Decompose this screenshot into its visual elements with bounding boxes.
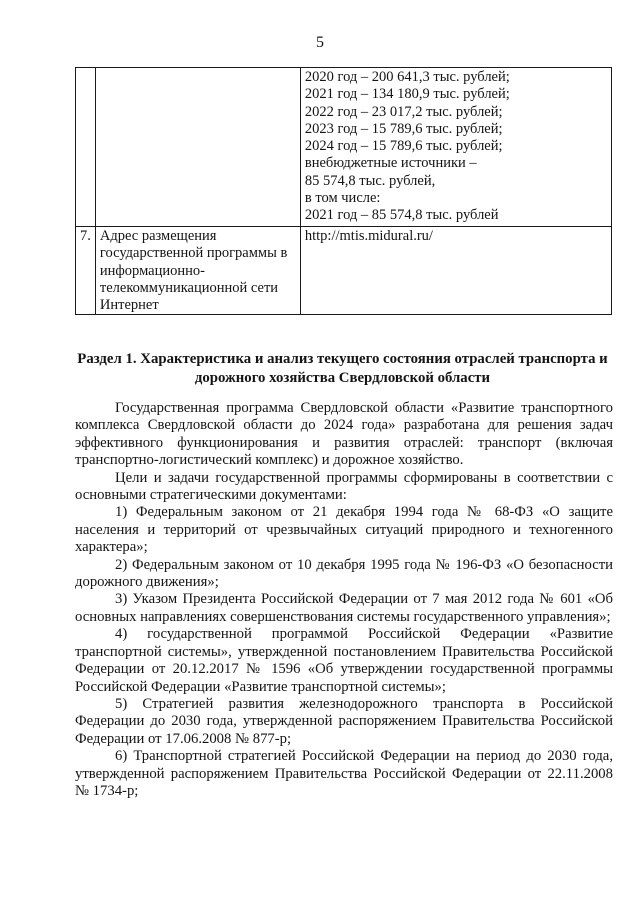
list-item: 3) Указом Президента Российской Федерации от 7 мая 2012 года № 601 «Об основных направлениях совершенствования системы государственного управления»; bbox=[75, 591, 613, 625]
body-text bbox=[75, 400, 613, 800]
list-item: 6) Транспортной стратегией Российской Федерации на период до 2030 года, утвержденной распоряжением Правительства Российской Федерации от 22.11.2008 № 1734-р; bbox=[75, 748, 613, 799]
funding-line: 2020 год – 200 641,3 тыс. рублей; bbox=[304, 69, 510, 85]
page-number: 5 bbox=[316, 34, 324, 51]
funding-line: внебюджетные источники – bbox=[304, 155, 477, 172]
funding-line: 2023 год – 15 789,6 тыс. рублей; bbox=[304, 120, 503, 137]
funding-line: 2024 год – 15 789,6 тыс. рублей; bbox=[304, 138, 503, 155]
list-item: 5) Стратегией развития железнодорожного транспорта в Российской Федерации до 2030 года, утвержденной распоряжением Правительства Российской Федерации от 17.06.2008 № 877-р; bbox=[75, 695, 613, 747]
row-number-cell bbox=[76, 68, 96, 227]
paragraph: Цели и задачи государственной программы сформированы в соответствии с основными стратегическими документами: bbox=[75, 469, 613, 504]
list-item: 4) государственной программой Российской Федерации «Развитие транспортной системы», утвержденной постановлением Правительства Российской Федерации от 20.12.2017 № 1596 «Об утверждении государственной программы Российской Федерации «Развитие транспортной системы»; bbox=[75, 626, 613, 695]
funding-line: 85 574,8 тыс. рублей, bbox=[304, 172, 436, 189]
passport-table bbox=[75, 67, 612, 315]
funding-line: 2021 год – 134 180,9 тыс. рублей; bbox=[304, 86, 510, 103]
funding-values-cell bbox=[300, 68, 611, 227]
funding-line: 2021 год – 85 574,8 тыс. рублей bbox=[304, 207, 499, 224]
list-item: 2) Федеральным законом от 10 декабря 1995 года № 196-ФЗ «О безопасности дорожного движения»; bbox=[75, 556, 613, 591]
row-name: Адрес размещения государственной программы в информационно-телекоммуникационной сети Интернет bbox=[95, 227, 300, 315]
row-number: 7. bbox=[76, 227, 96, 315]
list-item: 1) Федеральным законом от 21 декабря 1994 года № 68-ФЗ «О защите населения и территорий от чрезвычайных ситуаций природного и техногенного характера»; bbox=[75, 504, 613, 556]
funding-line: 2022 год – 23 017,2 тыс. рублей; bbox=[304, 103, 503, 120]
paragraph: Государственная программа Свердловской области «Развитие транспортного комплекса Свердловской области до 2024 года» разработана для решения задач эффективного функционирования и развития отраслей: транспорт (включая транспортно-логистический комплекс) и дорожное хозяйство. bbox=[75, 400, 613, 469]
funding-line: в том числе: bbox=[304, 190, 381, 207]
website-url: http://mtis.midural.ru/ bbox=[300, 227, 611, 315]
table-row-continued bbox=[76, 68, 612, 227]
table-row-7 bbox=[76, 227, 612, 315]
row-name-cell bbox=[95, 68, 300, 227]
section-title: Раздел 1. Характеристика и анализ текущего состояния отраслей транспорта и дорожного хозяйства Свердловской области bbox=[77, 351, 608, 386]
